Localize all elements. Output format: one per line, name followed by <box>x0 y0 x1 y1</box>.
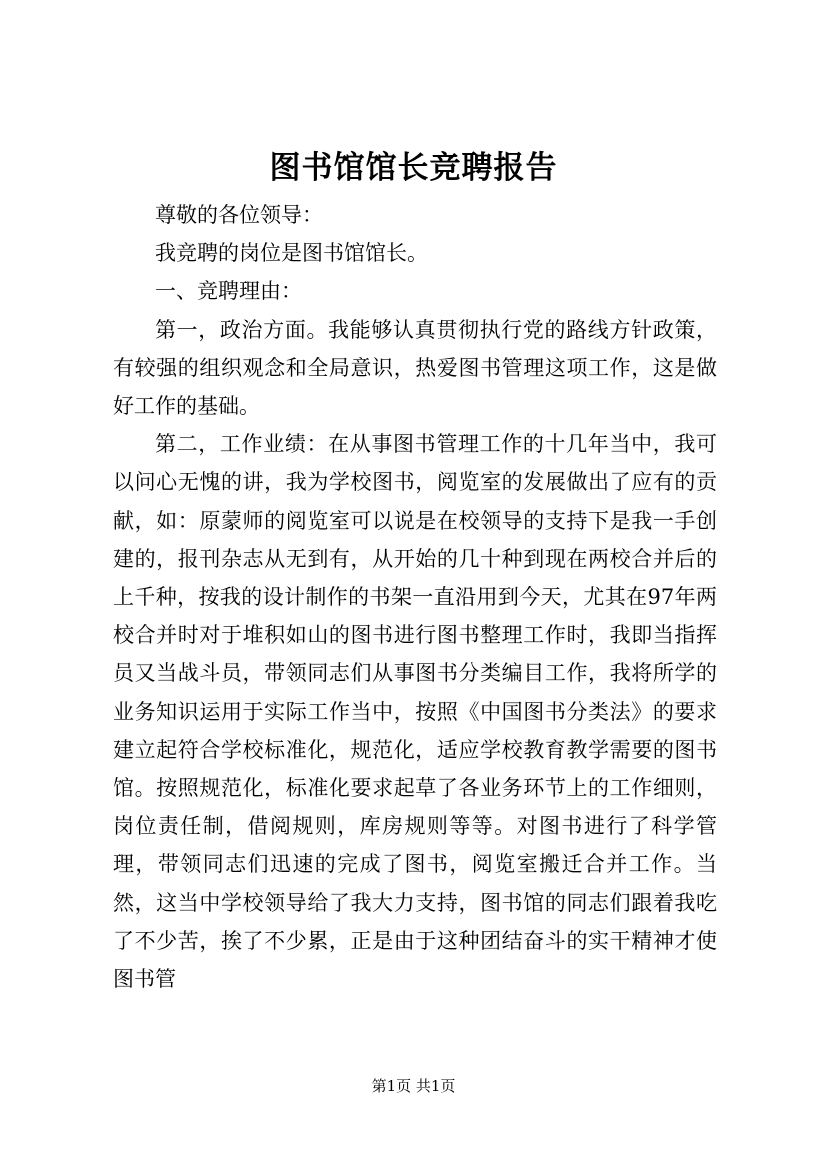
page-number: 第1页 共1页 <box>371 1077 456 1095</box>
document-body <box>113 196 717 998</box>
paragraph-politics: 第一，政治方面。我能够认真贯彻执行党的路线方针政策，有较强的组织观念和全局意识，热爱图书管理这项工作，这是做好工作的基础。 <box>113 317 717 419</box>
document-title: 图书馆馆长竞聘报告 <box>269 150 558 186</box>
paragraph-achievements: 第二，工作业绩：在从事图书管理工作的十几年当中，我可以问心无愧的讲，我为学校图书，阅览室的发展做出了应有的贡献，如：原蒙师的阅览室可以说是在校领导的支持下是我一手创建的，报刊杂志从无到有，从开始的几十种到现在两校合并后的上千种，按我的设计制作的书架一直沿用到今天，尤其在97年两校合并时对于堆积如山的图书进行图书整理工作时，我即当指挥员又当战斗员，带领同志们从事图书分类编目工作，我将所学的业务知识运用于实际工作当中，按照《中国图书分类法》的要求建立起符合学校标准化，规范化，适应学校教育教学需要的图书馆。按照规范化，标准化要求起草了各业务环节上的工作细则，岗位责任制，借阅规则，库房规则等等。对图书进行了科学管理，带领同志们迅速的完成了图书，阅览室搬迁合并工作。当然，这当中学校领导给了我大力支持，图书馆的同志们跟着我吃了不少苦，挨了不少累，正是由于这种团结奋斗的实干精神才使图书管 <box>113 432 717 992</box>
paragraph-salutation: 尊敬的各位领导： <box>155 203 323 227</box>
paragraph-position: 我竞聘的岗位是图书馆馆长。 <box>155 241 428 266</box>
paragraph-section-heading: 一、竞聘理由： <box>155 279 302 304</box>
